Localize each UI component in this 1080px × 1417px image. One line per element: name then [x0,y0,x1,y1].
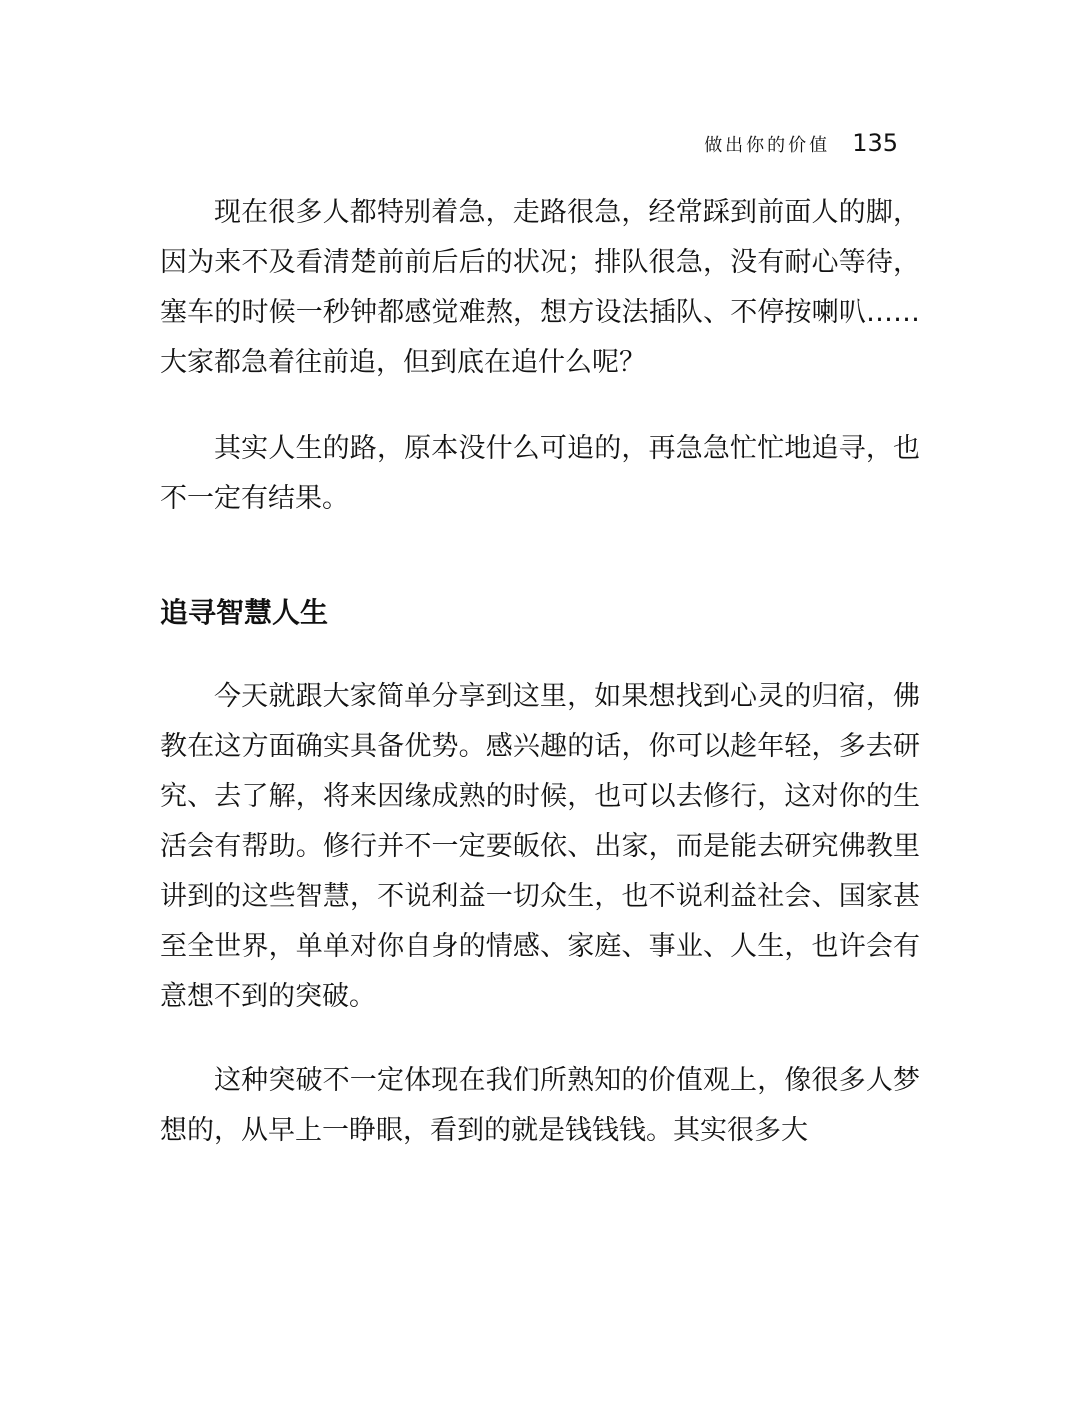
paragraph: 今天就跟大家简单分享到这里，如果想找到心灵的归宿，佛教在这方面确实具备优势。感兴趣的话，你可以趁年轻，多去研究、去了解，将来因缘成熟的时候，也可以去修行，这对你的生活会有帮助。修行并不一定要皈依、出家，而是能去研究佛教里讲到的这些智慧，不说利益一切众生，也不说利益社会、国家甚至全世界，单单对你自身的情感、家庭、事业、人生，也许会有意想不到的突破。 [160,681,920,1012]
paragraph: 其实人生的路，原本没什么可追的，再急急忙忙地追寻，也不一定有结果。 [160,433,920,514]
paragraph: 现在很多人都特别着急，走路很急，经常踩到前面人的脚，因为来不及看清楚前前后后的状况；排队很急，没有耐心等待，塞车的时候一秒钟都感觉难熬，想方设法插队、不停按喇叭……大家都急着往前追，但到底在追什么呢？ [160,197,920,378]
running-header [600,122,898,158]
page-number: 135 [852,129,898,157]
paragraph: 这种突破不一定体现在我们所熟知的价值观上，像很多人梦想的，从早上一睁眼，看到的就是钱钱钱。其实很多大 [160,1065,920,1146]
chapter-title: 做出你的价值 [704,135,831,156]
section-heading: 追寻智慧人生 [160,596,329,629]
